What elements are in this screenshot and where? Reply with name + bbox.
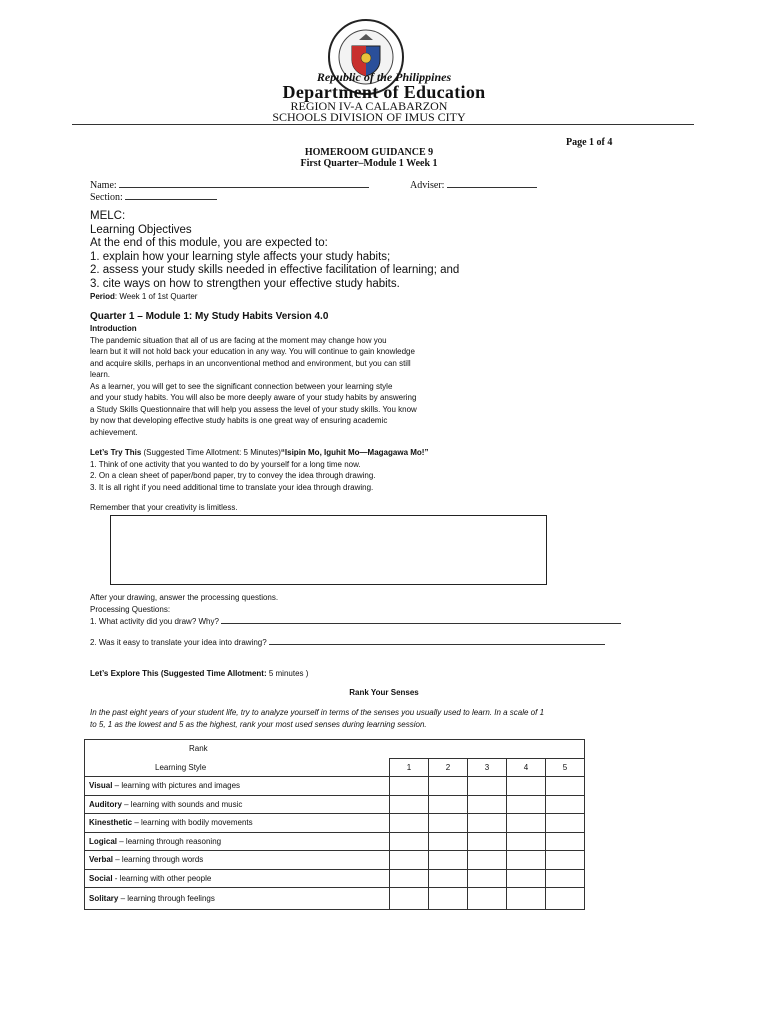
explore-allotment-prefix: (Suggested Time Allotment: xyxy=(158,669,269,678)
subject-title: HOMEROOM GUIDANCE 9 xyxy=(304,147,434,158)
explore-label: Let’s Explore This xyxy=(90,669,159,678)
table-row xyxy=(85,814,585,833)
rank-senses-title: Rank Your Senses xyxy=(349,688,419,697)
learning-style-cell xyxy=(85,888,390,910)
style-name: Kinesthetic xyxy=(89,818,133,828)
processing-section xyxy=(90,592,690,628)
rank-cell[interactable] xyxy=(429,795,468,814)
section-field[interactable] xyxy=(90,190,217,203)
rank-cell[interactable] xyxy=(390,869,429,888)
intro-line: achievement. xyxy=(90,427,138,437)
try-this-activity: “Isipin Mo, Iguhit Mo—Magagawa Mo!” xyxy=(280,448,429,457)
table-row xyxy=(85,740,585,759)
style-desc: – learning with pictures and images xyxy=(112,781,241,791)
question-2-text: 2. Was it easy to translate your idea into drawing? xyxy=(90,638,267,647)
rank-cell[interactable] xyxy=(507,851,546,870)
style-name: Auditory xyxy=(89,799,122,809)
melc-label: MELC: xyxy=(90,210,126,222)
answer-2-blank[interactable] xyxy=(269,636,605,645)
style-desc: – learning through feelings xyxy=(118,894,215,903)
rank-cell[interactable] xyxy=(429,832,468,851)
rank-cell[interactable] xyxy=(507,795,546,814)
introduction-section xyxy=(90,323,650,438)
learning-style-cell xyxy=(85,795,390,814)
style-name: Visual xyxy=(89,781,113,791)
rank-cell[interactable] xyxy=(546,851,585,870)
intro-line: The pandemic situation that all of us are facing at the moment may change how you xyxy=(90,335,387,345)
table-row xyxy=(85,888,585,910)
rank-column-header: 2 xyxy=(429,758,468,777)
creativity-reminder: Remember that your creativity is limitless. xyxy=(90,503,238,512)
rank-cell[interactable] xyxy=(546,795,585,814)
rank-cell[interactable] xyxy=(468,777,507,796)
intro-line: and your study habits. You will also be more deeply aware of your study habits by answering xyxy=(90,393,417,402)
explore-heading xyxy=(90,668,308,680)
learning-style-header: Learning Style xyxy=(85,758,390,777)
objective-item: 2. assess your study skills needed in effective facilitation of learning; and xyxy=(90,264,460,276)
style-desc: - learning with other people xyxy=(112,873,212,883)
objective-item: 1. explain how your learning style affects your study habits; xyxy=(90,250,391,263)
table-row xyxy=(85,795,585,814)
rank-cell[interactable] xyxy=(390,832,429,851)
style-name: Verbal xyxy=(89,855,114,865)
drawing-box[interactable] xyxy=(110,515,547,585)
period-line xyxy=(90,291,690,303)
answer-1-blank[interactable] xyxy=(221,615,621,624)
rank-cell[interactable] xyxy=(390,795,429,814)
style-desc: – learning with bodily movements xyxy=(132,818,253,828)
name-blank[interactable] xyxy=(119,178,369,188)
try-this-allotment: (Suggested Time Allotment: 5 Minutes) xyxy=(141,448,281,457)
rank-cell[interactable] xyxy=(468,869,507,888)
explore-allotment-suffix: minutes ) xyxy=(273,669,309,678)
rank-cell[interactable] xyxy=(429,888,468,910)
style-desc: – learning through reasoning xyxy=(117,836,222,846)
rank-column-header: 4 xyxy=(507,758,546,777)
learning-style-cell xyxy=(85,832,390,851)
rank-cell[interactable] xyxy=(468,795,507,814)
table-row xyxy=(85,777,585,796)
question-2 xyxy=(90,636,690,649)
style-name: Logical xyxy=(89,836,118,846)
period-value: : Week 1 of 1st Quarter xyxy=(114,292,198,301)
melc-section xyxy=(90,210,690,303)
rank-header: Rank xyxy=(85,740,585,759)
introduction-label: Introduction xyxy=(90,324,137,333)
rank-cell[interactable] xyxy=(390,888,429,910)
try-step: 3. It is all right if you need additional time to translate your idea through drawing. xyxy=(90,482,374,492)
rank-column-header: 3 xyxy=(468,758,507,777)
learning-style-cell xyxy=(85,851,390,870)
question-1-text: 1. What activity did you draw? Why? xyxy=(90,617,219,626)
adviser-label: Adviser: xyxy=(410,180,445,191)
page-number: Page 1 of 4 xyxy=(566,137,613,148)
rank-cell[interactable] xyxy=(546,888,585,910)
rank-cell[interactable] xyxy=(390,814,429,833)
division-text: SCHOOLS DIVISION OF IMUS CITY xyxy=(272,110,466,124)
style-desc: – learning with sounds and music xyxy=(121,799,243,809)
rank-cell[interactable] xyxy=(468,851,507,870)
table-row xyxy=(85,758,585,777)
module-title: Quarter 1 – Module 1: My Study Habits Version 4.0 xyxy=(90,311,329,322)
republic-text: Republic of the Philippines xyxy=(316,70,452,84)
department-name: Department of Education xyxy=(282,82,486,102)
objective-item: 3. cite ways on how to strengthen your effective study habits. xyxy=(90,277,400,290)
rank-column-header: 1 xyxy=(390,758,429,777)
intro-line: a Study Skills Questionnaire that will help you assess the level of your study skills. You know xyxy=(90,404,417,414)
intro-line: learn. xyxy=(90,370,111,379)
rank-cell[interactable] xyxy=(507,888,546,910)
adviser-field[interactable] xyxy=(410,178,537,191)
processing-intro: After your drawing, answer the processing questions. xyxy=(90,593,279,602)
processing-label: Processing Questions: xyxy=(90,604,171,614)
name-label: Name: xyxy=(90,180,117,191)
rank-column-header: 5 xyxy=(546,758,585,777)
rank-cell[interactable] xyxy=(429,869,468,888)
period-label: Period xyxy=(90,292,115,301)
rank-cell[interactable] xyxy=(507,814,546,833)
intro-line: and acquire skills, perhaps in an unconventional method and environment, but you can still xyxy=(90,358,411,368)
header-divider xyxy=(72,124,694,125)
learning-style-cell xyxy=(85,814,390,833)
try-step: 2. On a clean sheet of paper/bond paper, try to convey the idea through drawing. xyxy=(90,471,376,480)
learning-style-rank-table xyxy=(84,739,585,910)
table-row xyxy=(85,832,585,851)
try-this-section xyxy=(90,447,690,493)
table-row xyxy=(85,851,585,870)
learning-style-cell xyxy=(85,869,390,888)
rank-cell[interactable] xyxy=(507,777,546,796)
rank-cell[interactable] xyxy=(390,851,429,870)
region-text: REGION IV-A CALABARZON xyxy=(290,99,448,113)
rank-cell[interactable] xyxy=(546,869,585,888)
intro-line: learn but it will not hold back your education in any way. You will continue to gain knowledge xyxy=(90,347,415,356)
rank-cell[interactable] xyxy=(468,888,507,910)
intro-line: by now that developing effective study habits is one great way of ensuring academic xyxy=(90,416,388,425)
section-label: Section: xyxy=(90,192,123,203)
rank-cell[interactable] xyxy=(507,869,546,888)
try-this-heading xyxy=(90,447,690,459)
explore-allotment-value: 5 xyxy=(268,669,274,678)
objectives-intro: At the end of this module, you are expected to: xyxy=(90,237,328,249)
rank-cell[interactable] xyxy=(546,777,585,796)
rank-cell[interactable] xyxy=(546,832,585,851)
style-name: Solitary xyxy=(89,894,119,903)
question-1 xyxy=(90,615,690,628)
adviser-blank[interactable] xyxy=(447,178,537,188)
rank-cell[interactable] xyxy=(546,814,585,833)
rank-cell[interactable] xyxy=(468,814,507,833)
rank-cell[interactable] xyxy=(468,832,507,851)
rank-cell[interactable] xyxy=(429,777,468,796)
style-desc: – learning through words xyxy=(113,855,204,865)
try-this-label: Let’s Try This xyxy=(90,448,142,457)
rank-cell[interactable] xyxy=(507,832,546,851)
quarter-line: First Quarter–Module 1 Week 1 xyxy=(300,158,438,169)
rank-cell[interactable] xyxy=(429,851,468,870)
rank-cell[interactable] xyxy=(390,777,429,796)
style-name: Social xyxy=(89,873,113,883)
table-row xyxy=(85,869,585,888)
rank-instructions xyxy=(90,707,690,730)
instruction-line: In the past eight years of your student life, try to analyze yourself in terms of the senses you usually used to learn. In a scale of 1 xyxy=(90,708,545,717)
objectives-title: Learning Objectives xyxy=(90,223,192,236)
instruction-line: to 5, 1 as the lowest and 5 as the highest, rank your most used senses during learning session. xyxy=(90,719,427,729)
learning-style-cell xyxy=(85,777,390,796)
rank-cell[interactable] xyxy=(429,814,468,833)
section-blank[interactable] xyxy=(125,190,217,200)
intro-line: As a learner, you will get to see the significant connection between your learning style xyxy=(90,381,393,391)
try-step: 1. Think of one activity that you wanted to do by yourself for a long time now. xyxy=(90,459,361,469)
